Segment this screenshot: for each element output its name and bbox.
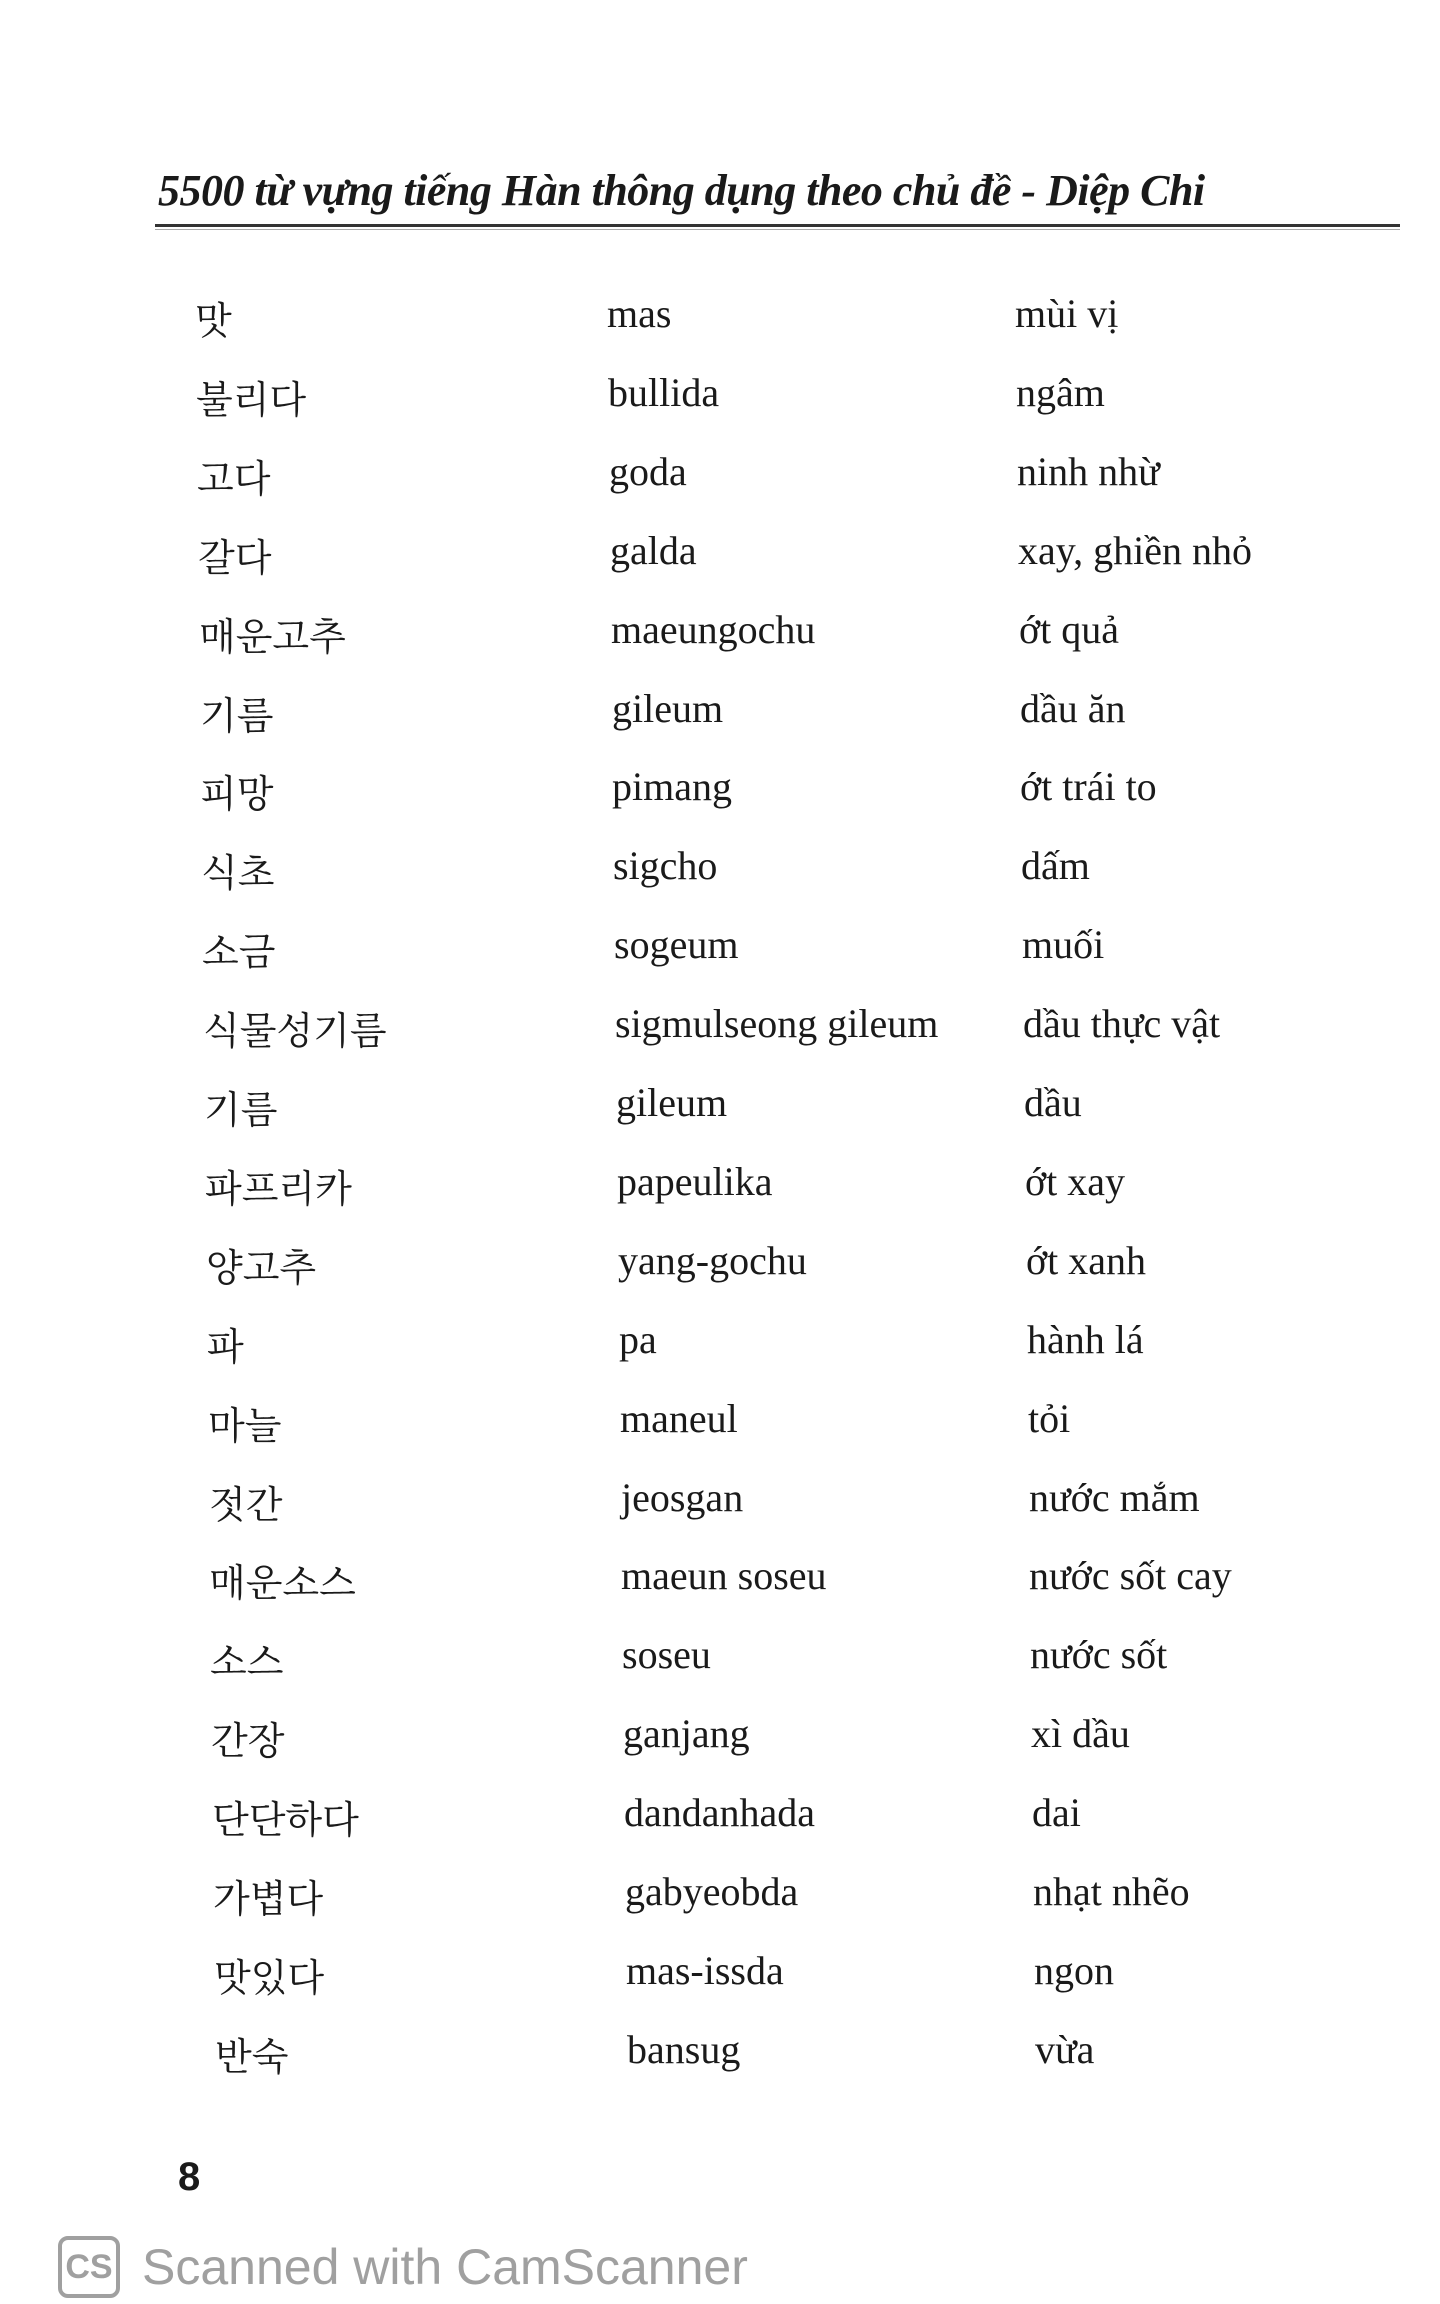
- header-rule-shadow: [155, 229, 1400, 230]
- vietnamese-meaning: dầu thực vật: [1023, 1001, 1221, 1047]
- romanization: maeungochu: [611, 606, 816, 652]
- korean-word: 소금: [202, 930, 276, 975]
- romanization: galda: [610, 527, 697, 573]
- korean-word: 마늘: [208, 1403, 282, 1448]
- vietnamese-meaning: dai: [1032, 1790, 1081, 1836]
- vietnamese-meaning: ớt xanh: [1026, 1237, 1147, 1283]
- vocab-row: [0, 1237, 1440, 1297]
- vietnamese-meaning: ninh nhừ: [1017, 448, 1160, 494]
- korean-word: 기름: [204, 1088, 278, 1132]
- korean-word: 고다: [197, 456, 271, 501]
- vocab-row: [0, 1316, 1440, 1376]
- korean-word: 가볍다: [213, 1877, 324, 1921]
- korean-word: 매운고추: [199, 614, 346, 659]
- vietnamese-meaning: vừa: [1035, 2026, 1095, 2072]
- romanization: sigmulseong gileum: [615, 1001, 939, 1047]
- romanization: gileum: [616, 1080, 728, 1125]
- romanization: pimang: [612, 764, 732, 810]
- vocab-row: [0, 1631, 1440, 1691]
- korean-word: 단단하다: [212, 1798, 359, 1843]
- vocab-row: [0, 369, 1440, 429]
- vocab-row: [0, 1552, 1440, 1612]
- vocab-row: [0, 1395, 1440, 1455]
- korean-word: 맛있다: [214, 1955, 325, 2000]
- romanization: maeun soseu: [621, 1553, 827, 1599]
- romanization: dandanhada: [624, 1790, 816, 1836]
- romanization: gabyeobda: [625, 1869, 799, 1914]
- vietnamese-meaning: ớt xay: [1025, 1158, 1126, 1204]
- vietnamese-meaning: tỏi: [1028, 1395, 1071, 1441]
- korean-word: 양고추: [206, 1245, 317, 1290]
- korean-word: 맛: [195, 299, 232, 343]
- korean-word: 파: [207, 1324, 244, 1369]
- vocab-row: [0, 527, 1440, 587]
- vietnamese-meaning: dầu: [1024, 1080, 1082, 1125]
- vocab-row: [0, 290, 1440, 350]
- vocab-row: [0, 1710, 1440, 1770]
- camscanner-logo-icon: CS: [58, 2236, 120, 2298]
- romanization: sogeum: [614, 922, 739, 968]
- vocab-row: [0, 1079, 1440, 1139]
- korean-word: 피망: [200, 772, 274, 817]
- vocab-row: [0, 921, 1440, 981]
- vietnamese-meaning: dấm: [1021, 843, 1090, 889]
- korean-word: 기름: [200, 693, 274, 738]
- watermark-text: Scanned with CamScanner: [142, 2239, 748, 2295]
- romanization: bullida: [608, 369, 720, 415]
- korean-word: 파프리카: [205, 1166, 352, 1211]
- korean-word: 젓간: [209, 1482, 283, 1527]
- korean-word: 매운소스: [209, 1561, 356, 1606]
- romanization: soseu: [622, 1632, 711, 1678]
- vocab-row: [0, 1789, 1440, 1849]
- vietnamese-meaning: hành lá: [1027, 1316, 1144, 1362]
- vocab-row: [0, 1868, 1440, 1928]
- vietnamese-meaning: ớt trái to: [1020, 764, 1157, 810]
- vietnamese-meaning: ngâm: [1016, 369, 1105, 415]
- romanization: ganjang: [623, 1711, 750, 1757]
- romanization: mas: [607, 291, 672, 336]
- vocab-row: [0, 842, 1440, 902]
- korean-word: 반숙: [215, 2034, 289, 2079]
- vocab-row: [0, 1474, 1440, 1534]
- vietnamese-meaning: xì dầu: [1031, 1711, 1130, 1757]
- header-rule: [155, 224, 1400, 227]
- vietnamese-meaning: mùi vị: [1015, 291, 1119, 336]
- vocab-row: [0, 606, 1440, 666]
- camscanner-watermark: [58, 2236, 748, 2298]
- vietnamese-meaning: xay, ghiền nhỏ: [1018, 527, 1253, 573]
- romanization: papeulika: [617, 1158, 773, 1204]
- romanization: gileum: [612, 685, 724, 731]
- romanization: bansug: [627, 2026, 741, 2072]
- romanization: yang-gochu: [618, 1237, 807, 1283]
- vocab-row: [0, 448, 1440, 508]
- vietnamese-meaning: ớt quả: [1019, 606, 1120, 652]
- korean-word: 불리다: [196, 377, 307, 422]
- romanization: pa: [619, 1316, 657, 1362]
- romanization: maneul: [620, 1395, 738, 1441]
- vocab-row: [0, 2026, 1440, 2086]
- vocab-row: [0, 1947, 1440, 2007]
- korean-word: 식물성기름: [203, 1009, 387, 1054]
- korean-word: 갈다: [198, 535, 272, 580]
- vietnamese-meaning: nước sốt cay: [1029, 1553, 1232, 1599]
- vocab-row: [0, 1000, 1440, 1060]
- vocab-row: [0, 763, 1440, 823]
- korean-word: 간장: [211, 1719, 285, 1764]
- page-number: 8: [178, 2155, 201, 2199]
- running-header: 5500 từ vựng tiếng Hàn thông dụng theo chủ đề - Diệp Chi: [158, 166, 1205, 215]
- vocab-row: [0, 685, 1440, 745]
- vietnamese-meaning: muối: [1022, 922, 1105, 968]
- korean-word: 소스: [210, 1640, 284, 1685]
- romanization: jeosgan: [621, 1474, 744, 1520]
- romanization: goda: [609, 448, 687, 494]
- korean-word: 식초: [201, 851, 275, 896]
- vietnamese-meaning: nhạt nhẽo: [1033, 1869, 1190, 1914]
- vietnamese-meaning: nước sốt: [1030, 1632, 1168, 1678]
- romanization: mas-issda: [626, 1947, 784, 1993]
- vietnamese-meaning: nước mắm: [1029, 1474, 1200, 1520]
- vietnamese-meaning: ngon: [1034, 1947, 1114, 1993]
- vocab-row: [0, 1158, 1440, 1218]
- vietnamese-meaning: dầu ăn: [1020, 685, 1126, 731]
- romanization: sigcho: [613, 843, 718, 889]
